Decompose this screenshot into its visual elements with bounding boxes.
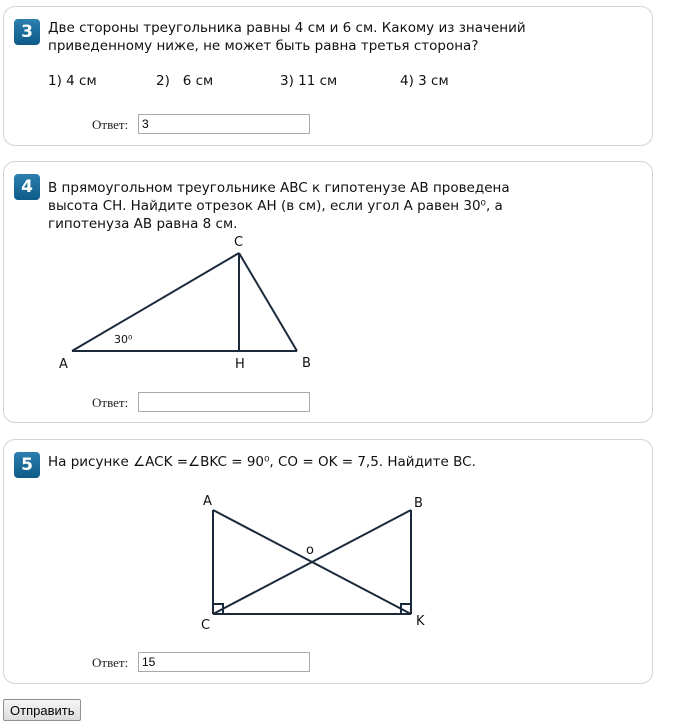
option-1: 1) 4 см xyxy=(48,73,97,89)
question-card-3 xyxy=(3,6,653,146)
question-number-badge: 3 xyxy=(14,19,40,45)
label-point-b: B xyxy=(414,496,423,511)
option-4: 4) 3 см xyxy=(400,73,449,89)
answer-label: Ответ: xyxy=(92,117,129,132)
answer-options xyxy=(48,73,608,93)
question-text-line: гипотенуза AB равна 8 см. xyxy=(48,216,238,232)
label-point-k: K xyxy=(416,614,425,629)
triangle-abc-figure xyxy=(44,230,324,372)
answer-input[interactable] xyxy=(138,114,310,134)
trapezoid-figure xyxy=(191,488,431,638)
label-point-b: B xyxy=(302,356,311,371)
answer-label: Ответ: xyxy=(92,395,129,410)
option-3: 3) 11 см xyxy=(280,73,338,89)
question-card-5 xyxy=(3,439,653,684)
question-text xyxy=(48,179,638,233)
label-point-a: A xyxy=(59,357,68,372)
answer-input[interactable] xyxy=(138,392,310,412)
label-point-c: C xyxy=(201,618,211,633)
question-text-line: На рисунке ∠ACK =∠BKC = 90⁰, CO = OK = 7,5. Найдите BC. xyxy=(48,454,476,470)
question-text-line: приведенному ниже, не может быть равна третья сторона? xyxy=(48,38,479,54)
question-text-line: В прямоугольном треугольнике ABC к гипотенузе AB проведена xyxy=(48,180,510,196)
answer-input[interactable] xyxy=(138,652,310,672)
label-point-a: A xyxy=(203,494,212,509)
question-text xyxy=(48,19,638,55)
question-text-line: Две стороны треугольника равны 4 см и 6 см. Какому из значений xyxy=(48,20,526,36)
question-number-badge: 4 xyxy=(14,174,40,200)
side-ac xyxy=(72,253,239,351)
question-text xyxy=(48,453,638,471)
question-card-4 xyxy=(3,161,653,423)
angle-label: 30⁰ xyxy=(114,333,133,346)
label-point-c: C xyxy=(234,235,244,250)
side-cb xyxy=(239,253,297,351)
label-point-h: H xyxy=(235,357,245,372)
submit-button[interactable]: Отправить xyxy=(3,699,81,721)
option-2: 2) 6 см xyxy=(156,73,214,89)
question-number-badge: 5 xyxy=(14,452,40,478)
label-point-o: o xyxy=(306,543,314,558)
answer-label: Ответ: xyxy=(92,655,129,670)
question-text-line: высота CH. Найдите отрезок AH (в см), если угол A равен 30⁰, а xyxy=(48,198,503,214)
